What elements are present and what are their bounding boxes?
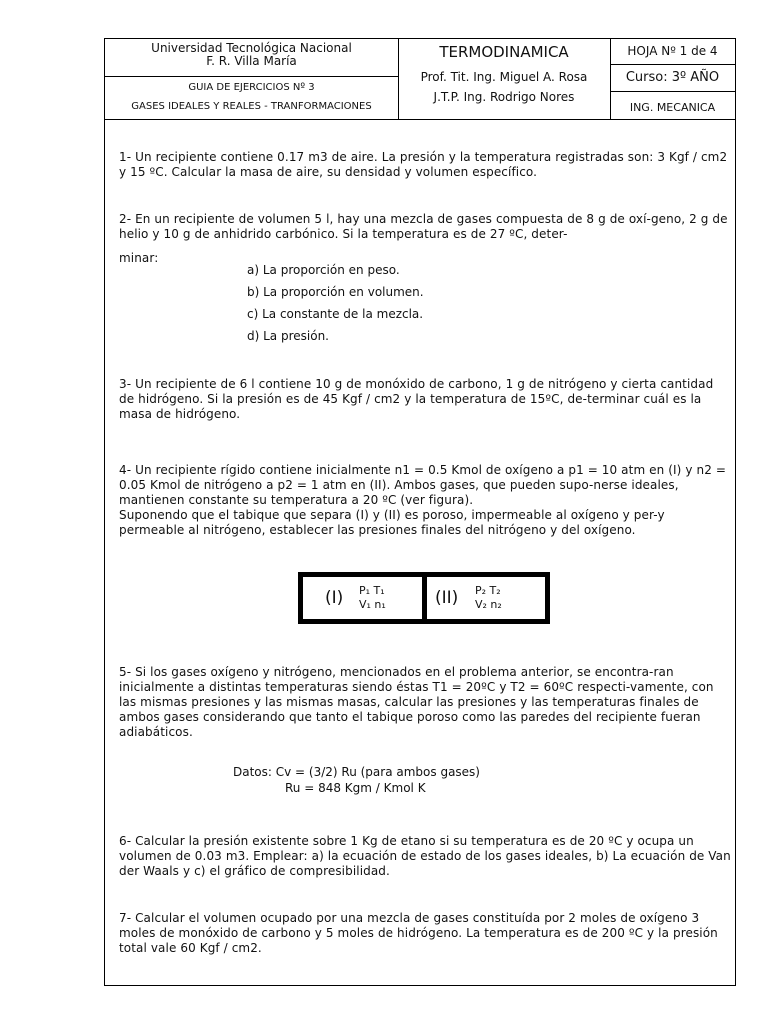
faculty-name: F. R. Villa María bbox=[206, 54, 297, 68]
professor-name: Prof. Tit. Ing. Miguel A. Rosa bbox=[420, 70, 588, 84]
problem-5: 5- Si los gases oxígeno y nitrógeno, mencionados en el problema anterior, se encontra-ran inicialmente a distintas temperaturas siendo éstas T1 = 20ºC y T2 = 60ºC respecti-vamente, con las mismas presiones y las mismas masas, calcular las presiones y las temperaturas finales de ambos gases considerando que tanto el tabique poroso como las paredes del recipiente fueran adiabáticos. bbox=[119, 665, 714, 739]
compartment-ii-v-n: V₂ n₂ bbox=[475, 598, 502, 611]
problem-2-item-c: c) La constante de la mezcla. bbox=[247, 307, 424, 321]
problem-4-part-1: 4- Un recipiente rígido contiene inicialmente n1 = 0.5 Kmol de oxígeno a p1 = 10 atm en (I) y n2 = 0.05 Kmol de nitrógeno a p2 = 1 atm en (II). Ambos gases, que pueden supo-nerse ideales, mantienen constante su temperatura a 20 ºC (ver figura). bbox=[119, 463, 726, 507]
container-figure bbox=[298, 572, 550, 624]
subject-title: TERMODINAMICA bbox=[439, 43, 569, 61]
problem-7: 7- Calcular el volumen ocupado por una mezcla de gases constituída por 2 moles de oxígeno 3 moles de monóxido de carbono y 5 moles de hidrógeno. La temperatura es de 200 ºC y la presión total vale 60 Kgf / cm2. bbox=[119, 911, 718, 955]
jtp-name: J.T.P. Ing. Rodrigo Nores bbox=[433, 90, 575, 104]
problem-2-item-b: b) La proporción en volumen. bbox=[247, 285, 424, 299]
compartment-i-p-t: P₁ T₁ bbox=[359, 584, 385, 597]
career-label: ING. MECANICA bbox=[629, 101, 716, 114]
course-label: Curso: 3º AÑO bbox=[625, 70, 720, 85]
compartment-ii-label: (II) bbox=[435, 588, 459, 608]
divider bbox=[105, 76, 398, 77]
compartment-i-v-n: V₁ n₁ bbox=[359, 598, 386, 611]
sheet-number: HOJA Nº 1 de 4 bbox=[627, 44, 718, 58]
exercise-sheet bbox=[104, 38, 736, 986]
guide-title: GUIA DE EJERCICIOS Nº 3 bbox=[188, 82, 315, 93]
problem-5-data-ru: Ru = 848 Kgm / Kmol K bbox=[285, 781, 426, 795]
problem-2-minar: minar: bbox=[119, 251, 159, 265]
problem-1: 1- Un recipiente contiene 0.17 m3 de aire. La presión y la temperatura registradas son: 3 Kgf / cm2 y 15 ºC. Calcular la masa de aire, su densidad y volumen específico. bbox=[119, 150, 728, 179]
compartment-i-label: (I) bbox=[325, 588, 344, 608]
problem-2-item-d: d) La presión. bbox=[247, 329, 329, 343]
porous-partition bbox=[422, 577, 427, 619]
title-block bbox=[105, 39, 735, 120]
divider bbox=[610, 64, 735, 65]
divider bbox=[610, 91, 735, 92]
guide-topic: GASES IDEALES Y REALES - TRANFORMACIONES bbox=[131, 101, 372, 112]
university-name: Universidad Tecnológica Nacional bbox=[151, 41, 352, 55]
problem-5-data-cv: Datos: Cv = (3/2) Ru (para ambos gases) bbox=[233, 765, 480, 779]
problem-2-item-a: a) La proporción en peso. bbox=[247, 263, 400, 277]
problem-2-intro: 2- En un recipiente de volumen 5 l, hay una mezcla de gases compuesta de 8 g de oxí-geno, 2 g de helio y 10 g de anhidrido carbónico. Si la temperatura es de 27 ºC, deter- bbox=[119, 212, 728, 241]
problem-3: 3- Un recipiente de 6 l contiene 10 g de monóxido de carbono, 1 g de nitrógeno y cierta cantidad de hidrógeno. Si la presión es de 45 Kgf / cm2 y la temperatura de 15ºC, de-terminar cuál es la masa de hidrógeno. bbox=[119, 377, 714, 421]
problem-6: 6- Calcular la presión existente sobre 1 Kg de etano si su temperatura es de 20 ºC y ocupa un volumen de 0.03 m3. Emplear: a) la ecuación de estado de los gases ideales, b) La ecuación de Van der Waals y c) el gráfico de compresibilidad. bbox=[119, 834, 731, 878]
problem-4-part-2: Suponendo que el tabique que separa (I) y (II) es poroso, impermeable al oxígeno y per-y permeable al nitrógeno, establecer las presiones finales del nitrógeno y del oxígeno. bbox=[119, 508, 665, 537]
compartment-ii-p-t: P₂ T₂ bbox=[475, 584, 501, 597]
